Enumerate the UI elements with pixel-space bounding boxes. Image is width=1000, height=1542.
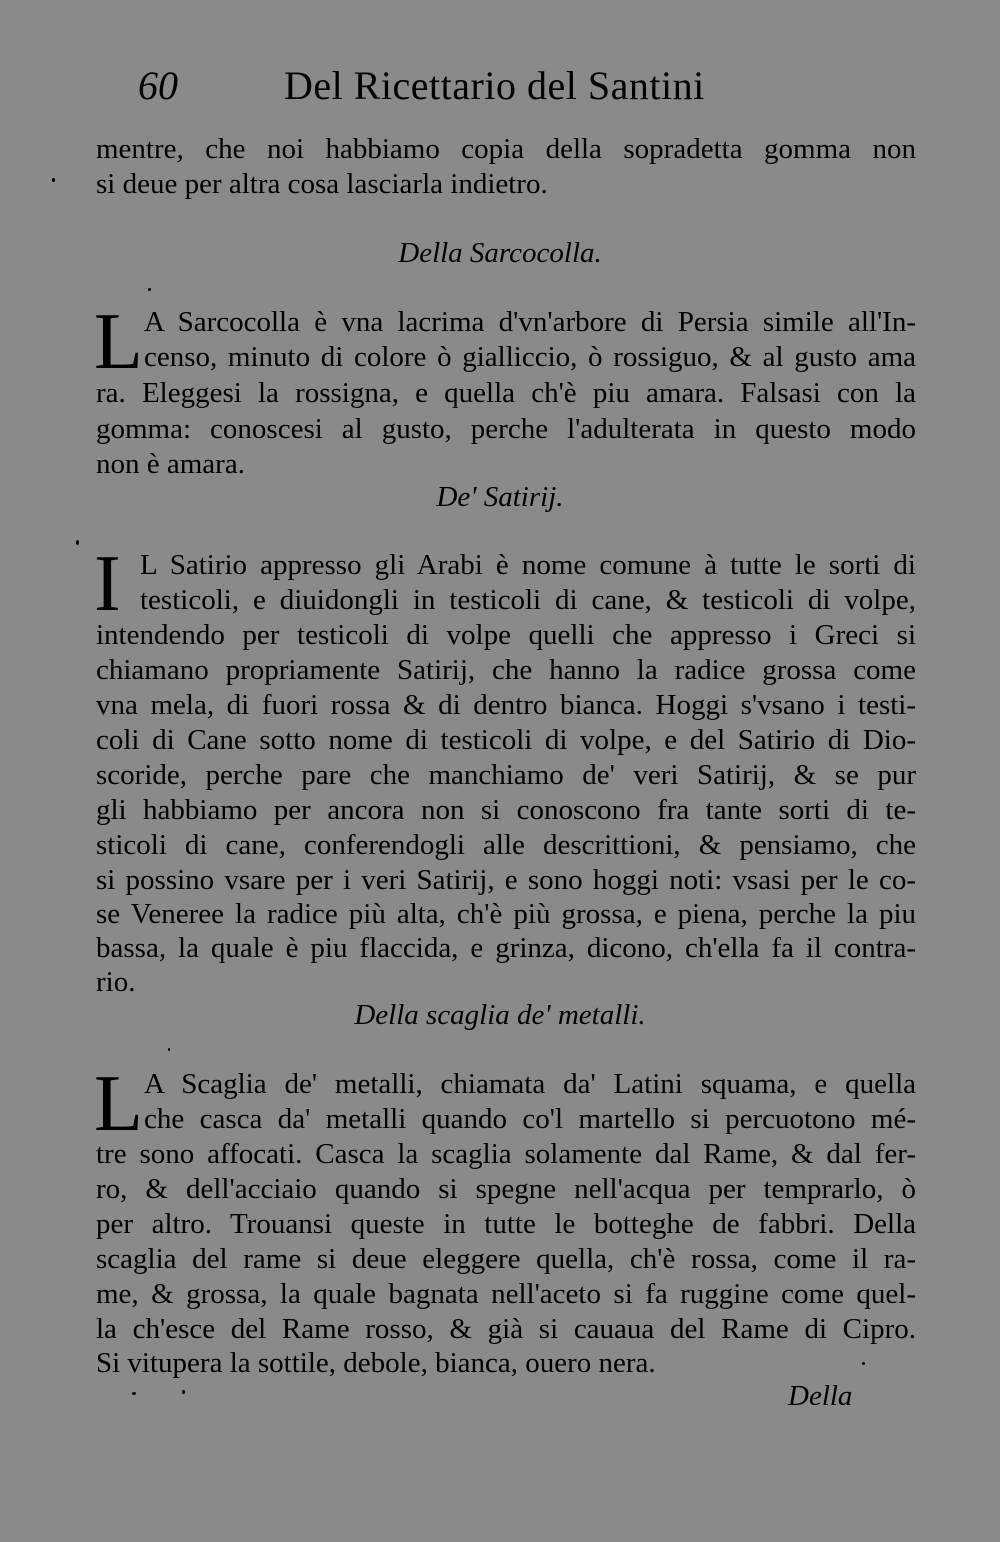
scan-speck [182,1390,185,1394]
text-line: me, & grossa, la quale bagnata nell'aceto si fa ruggine come quel- [96,1278,916,1310]
text-line: A Scaglia de' metalli, chiamata da' Latini squama, e quella [144,1068,916,1100]
text-line: Si vitupera la sottile, debole, bianca, ouero nera. [96,1347,656,1379]
text-line: non è amara. [96,448,245,480]
drop-capital: L [94,298,143,386]
section-heading-sarcocolla: Della Sarcocolla. [398,237,602,269]
page-number: 60 [138,63,178,108]
text-line: coli di Cane sotto nome di testicoli di volpe, e del Satirio di Dio- [96,724,916,756]
text-line: ro, & dell'acciaio quando si spegne nell'acqua per temprarlo, ò [96,1173,916,1205]
drop-capital: L [94,1060,143,1148]
text-line: rio. [96,966,136,998]
text-line: per altro. Trouansi queste in tutte le botteghe de fabbri. Della [96,1208,916,1240]
text-line: la ch'esce del Rame rosso, & già si cauaua del Rame di Cipro. [96,1313,916,1345]
text-line: tre sono affocati. Casca la scaglia solamente dal Rame, & dal fer- [96,1138,916,1170]
text-line: intendendo per testicoli di volpe quelli che appresso i Greci si [96,619,916,651]
text-line: che casca da' metalli quando co'l martello si percuotono mé- [144,1103,916,1135]
text-line: bassa, la quale è piu flaccida, e grinza, dicono, ch'ella fa il contra- [96,932,916,964]
page-header [138,62,750,122]
scan-speck [148,288,151,291]
scan-speck [52,178,55,182]
text-line: se Veneree la radice più alta, ch'è più grossa, e piena, perche la piu [96,898,916,930]
text-line: si deue per altra cosa lasciarla indietro. [96,168,548,200]
catchword: Della [788,1380,853,1412]
scan-speck [132,1392,136,1395]
text-line: gli habbiamo per ancora non si conoscono fra tante sorti di te- [96,794,916,826]
text-line: A Sarcocolla è vna lacrima d'vn'arbore di Persia simile all'In- [144,306,916,338]
scan-speck [76,540,79,545]
drop-capital: I [94,540,121,628]
text-line: testicoli, e diuidongli in testicoli di cane, & testicoli di volpe, [140,584,916,616]
text-line: si possino vsare per i veri Satirij, e sono hoggi noti: vsasi per le co- [96,864,916,896]
text-line: mentre, che noi habbiamo copia della sopradetta gomma non [96,133,916,165]
text-line: gomma: conoscesi al gusto, perche l'adulterata in questo modo [96,413,916,445]
running-head: Del Ricettario del Santini [284,63,705,108]
scan-speck [168,1048,170,1051]
text-line: scoride, perche pare che manchiamo de' veri Satirij, & se pur [96,759,916,791]
section-heading-scaglia: Della scaglia de' metalli. [354,999,646,1031]
text-line: L Satirio appresso gli Arabi è nome comune à tutte le sorti di [140,549,916,581]
section-heading-satirij: De' Satirij. [436,481,564,513]
text-line: chiamano propriamente Satirij, che hanno la radice grossa come [96,654,916,686]
text-line: scaglia del rame si deue eleggere quella, ch'è rossa, come il ra- [96,1243,916,1275]
text-line: vna mela, di fuori rossa & di dentro bianca. Hoggi s'vsano i testi- [96,689,916,721]
text-line: ra. Eleggesi la rossigna, e quella ch'è piu amara. Falsasi con la [96,377,916,409]
text-line: sticoli di cane, conferendogli alle descrittioni, & pensiamo, che [96,829,916,861]
text-line: censo, minuto di colore ò gialliccio, ò rossiguo, & al gusto ama [144,341,916,373]
scan-speck [862,1362,865,1365]
